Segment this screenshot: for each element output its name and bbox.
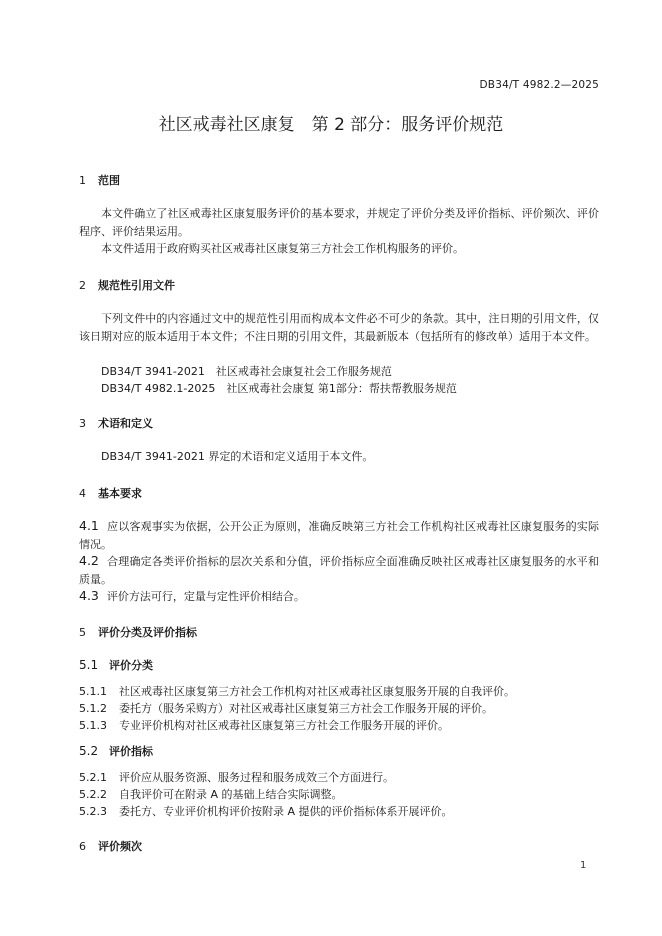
section-heading-scope	[79, 172, 120, 188]
clause-text: 合理确定各类评价指标的层次关系和分值，评价指标应全面准确反映社区戒毒社区康复服务的水平和质量。	[79, 555, 599, 586]
item-number: 5.1.3	[79, 719, 107, 732]
clause-number: 4.1	[79, 518, 99, 533]
section-heading-terms	[79, 415, 153, 431]
reference-item: DB34/T 3941-2021 社区戒毒社会康复社会工作服务规范	[101, 365, 392, 378]
list-item	[79, 700, 493, 716]
item-text: 自我评价可在附录 A 的基础上结合实际调整。	[119, 788, 343, 801]
clause-text: 应以客观事实为依据，公开公正为原则，准确反映第三方社会工作机构社区戒毒社区康复服务的实际情况。	[79, 520, 599, 551]
section-title: 评价分类及评价指标	[98, 626, 197, 639]
subsection-number: 5.2	[79, 744, 99, 758]
section-heading-normative	[79, 277, 175, 293]
item-text: 委托方、专业评价机构评价按附录 A 提供的评价指标体系开展评价。	[119, 805, 453, 818]
section-title: 规范性引用文件	[98, 279, 175, 292]
document-title: 社区戒毒社区康复 第 2 部分：服务评价规范	[158, 115, 504, 135]
section-heading-basic	[79, 485, 142, 501]
section-title: 评价频次	[98, 840, 142, 853]
clause-number: 4.2	[79, 553, 99, 568]
item-text: 社区戒毒社区康复第三方社会工作机构对社区戒毒社区康复服务开展的自我评价。	[119, 685, 515, 698]
section-heading-classification	[79, 624, 197, 640]
standard-number: DB34/T 4982.2—2025	[479, 79, 599, 91]
section-title: 术语和定义	[98, 417, 153, 430]
section-title: 基本要求	[98, 487, 142, 500]
terms-paragraph: DB34/T 3941-2021 界定的术语和定义适用于本文件。	[101, 450, 374, 463]
subsection-heading-5-1	[79, 657, 153, 673]
item-number: 5.2.1	[79, 771, 107, 784]
page-number: 1	[580, 860, 587, 871]
section-number: 3	[79, 417, 86, 430]
item-number: 5.1.2	[79, 702, 107, 715]
clause-4-3	[79, 587, 599, 606]
section-number: 4	[79, 487, 86, 500]
section-number: 5	[79, 626, 86, 639]
item-number: 5.2.2	[79, 788, 107, 801]
section-number: 2	[79, 279, 86, 292]
clause-text: 评价方法可行，定量与定性评价相结合。	[106, 590, 305, 603]
list-item	[79, 717, 449, 733]
normative-intro: 下列文件中的内容通过文中的规范性引用而构成本文件必不可少的条款。其中，注日期的引用文件，仅该日期对应的版本适用于本文件；不注日期的引用文件，其最新版本（包括所有的修改单）适用于本文件。	[79, 312, 599, 343]
reference-item: DB34/T 4982.1-2025 社区戒毒社会康复 第1部分：帮扶帮教服务规范	[101, 382, 457, 395]
scope-paragraph-2: 本文件适用于政府购买社区戒毒社区康复第三方社会工作机构服务的评价。	[101, 242, 464, 255]
section-title: 范围	[98, 174, 120, 187]
list-item	[79, 786, 343, 802]
scope-paragraph-1: 本文件确立了社区戒毒社区康复服务评价的基本要求，并规定了评价分类及评价指标、评价频次、评价程序、评价结果运用。	[79, 207, 599, 238]
subsection-title: 评价分类	[109, 659, 153, 672]
clause-4-1	[79, 517, 599, 553]
item-number: 5.1.1	[79, 685, 107, 698]
subsection-number: 5.1	[79, 658, 99, 672]
subsection-heading-5-2	[79, 743, 153, 759]
section-number: 6	[79, 840, 86, 853]
section-heading-frequency	[79, 838, 142, 854]
item-text: 评价应从服务资源、服务过程和服务成效三个方面进行。	[119, 771, 394, 784]
clause-number: 4.3	[79, 588, 99, 603]
subsection-title: 评价指标	[109, 745, 153, 758]
list-item	[79, 769, 394, 785]
item-text: 专业评价机构对社区戒毒社区康复第三方社会工作服务开展的评价。	[119, 719, 449, 732]
list-item	[79, 683, 515, 699]
item-number: 5.2.3	[79, 805, 107, 818]
clause-4-2	[79, 552, 599, 588]
item-text: 委托方（服务采购方）对社区戒毒社区康复第三方社会工作服务开展的评价。	[119, 702, 493, 715]
section-number: 1	[79, 174, 86, 187]
list-item	[79, 803, 453, 819]
